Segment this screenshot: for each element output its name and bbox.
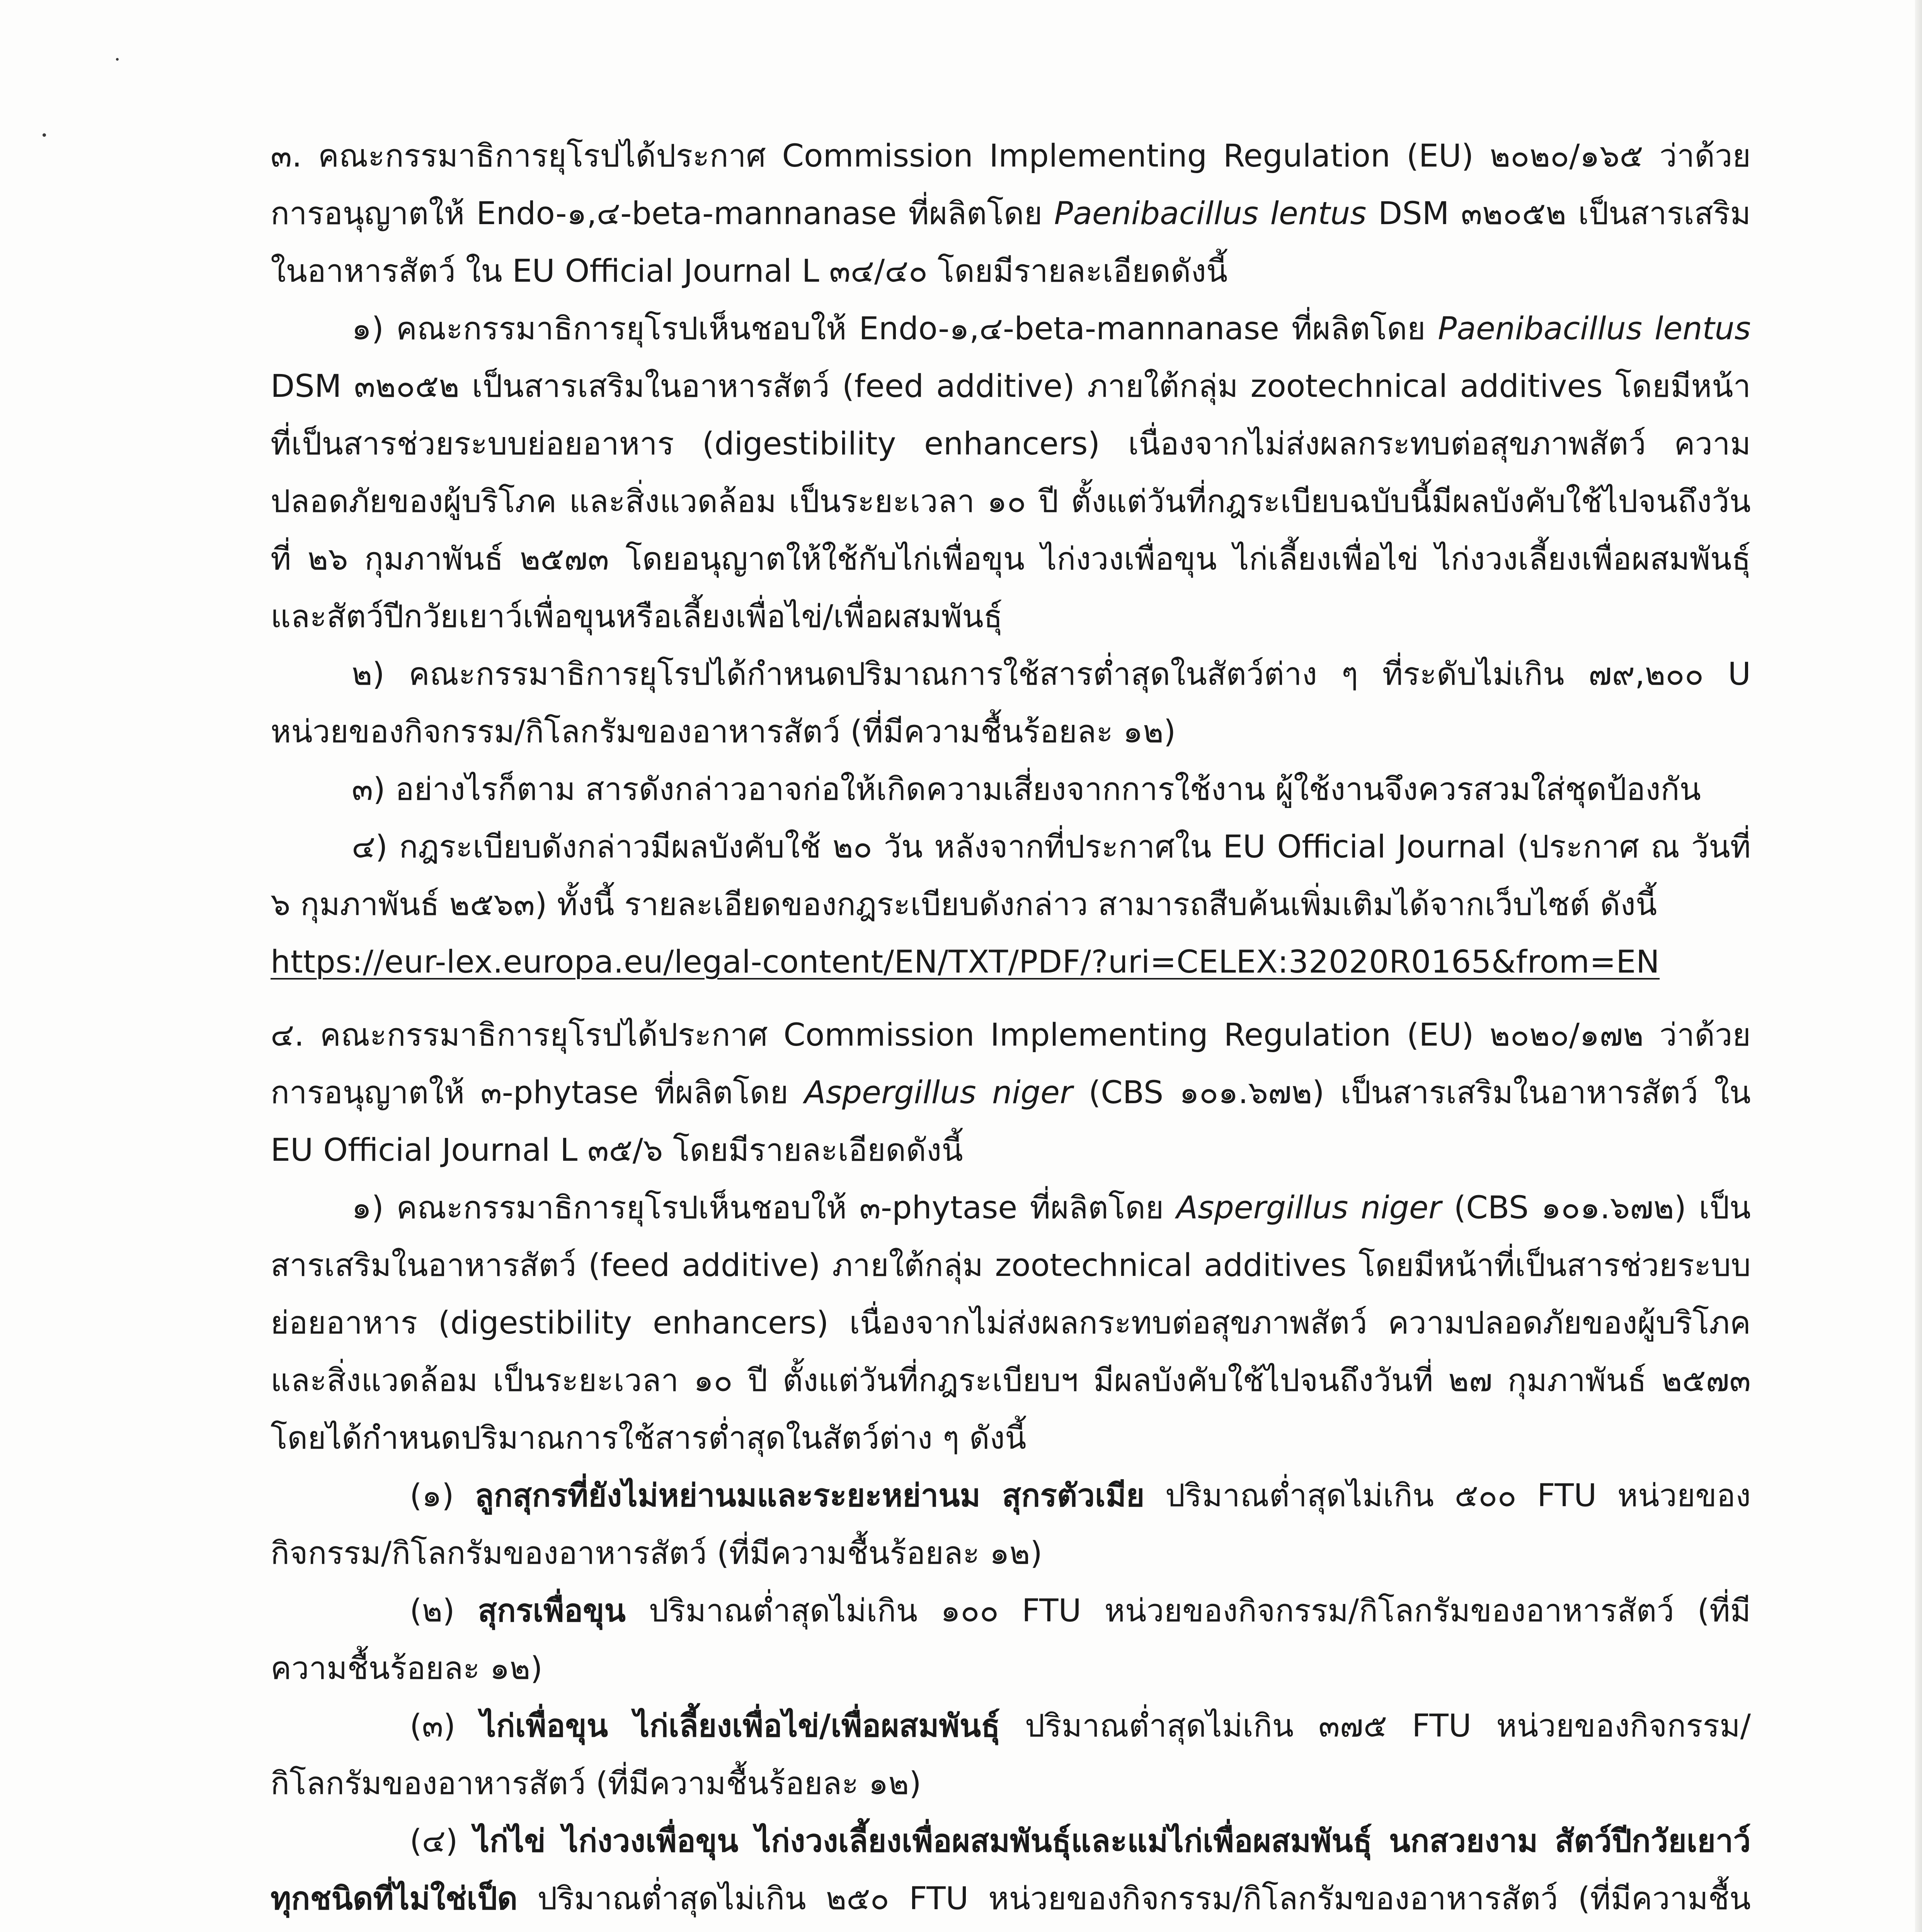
section-4-item-1: ๑) คณะกรรมาธิการยุโรปเห็นชอบให้ ๓-phytase ที่ผลิตโดย Aspergillus niger (CBS ๑๐๑.๖๗๒) เป็นสารเสริมในอาหารสัตว์ (feed additive) ภายใต้กลุ่ม zootechnical additives โดยมีหน้าที่เป็นสารช่วยระบบย่อยอาหาร (digestibility enhancers) เนื่องจากไม่ส่งผลกระทบต่อสุขภาพสัตว์ ความปลอดภัยของผู้บริโภค และสิ่งแวดล้อม เป็นระยะเวลา ๑๐ ปี ตั้งแต่วันที่กฎระเบียบฯ มีผลบังคับใช้ไปจนถึงวันที่ ๒๗ กุมภาพันธ์ ๒๕๗๓ โดยได้กำหนดปริมาณการใช้สารต่ำสุดในสัตว์ต่าง ๆ ดังนี้ xyxy=(271,1190,1751,1456)
section-3-link[interactable]: https://eur-lex.europa.eu/legal-content/EN/TXT/PDF/?uri=CELEX:32020R0165&from=EN xyxy=(271,944,1660,980)
section-3-item-4: ๔) กฎระเบียบดังกล่าวมีผลบังคับใช้ ๒๐ วัน หลังจากที่ประกาศใน EU Official Journal (ประกาศ ณ วันที่ ๖ กุมภาพันธ์ ๒๕๖๓) ทั้งนี้ รายละเอียดของกฎระเบียบดังกล่าว สามารถสืบค้นเพิ่มเติมได้จากเว็บไซต์ ดังนี้ xyxy=(271,829,1751,923)
document-body xyxy=(271,128,1751,1932)
section-4-subitem-3: (๓) ไก่เพื่อขุน ไก่เลี้ยงเพื่อไข่/เพื่อผสมพันธุ์ ปริมาณต่ำสุดไม่เกิน ๓๗๕ FTU หน่วยของกิจกรรม/กิโลกรัมของอาหารสัตว์ (ที่มีความชื้นร้อยละ ๑๒) xyxy=(271,1708,1751,1802)
section-4-heading: ๔. คณะกรรมาธิการยุโรปได้ประกาศ Commission Implementing Regulation (EU) ๒๐๒๐/๑๗๒ ว่าด้วยการอนุญาตให้ ๓-phytase ที่ผลิตโดย Aspergillus niger (CBS ๑๐๑.๖๗๒) เป็นสารเสริมในอาหารสัตว์ ใน EU Official Journal L ๓๕/๖ โดยมีรายละเอียดดังนี้ xyxy=(271,1017,1751,1168)
section-gap xyxy=(271,991,1751,1007)
section-3-heading: ๓. คณะกรรมาธิการยุโรปได้ประกาศ Commission Implementing Regulation (EU) ๒๐๒๐/๑๖๕ ว่าด้วยการอนุญาตให้ Endo-๑,๔-beta-mannanase ที่ผลิตโดย Paenibacillus lentus DSM ๓๒๐๕๒ เป็นสารเสริมในอาหารสัตว์ ใน EU Official Journal L ๓๔/๔๐ โดยมีรายละเอียดดังนี้ xyxy=(271,138,1751,289)
section-3-item-2: ๒) คณะกรรมาธิการยุโรปได้กำหนดปริมาณการใช้สารต่ำสุดในสัตว์ต่าง ๆ ที่ระดับไม่เกิน ๗๙,๒๐๐ U หน่วยของกิจกรรม/กิโลกรัมของอาหารสัตว์ (ที่มีความชื้นร้อยละ ๑๒) xyxy=(271,656,1751,750)
scan-speck xyxy=(116,58,119,61)
scan-speck xyxy=(43,133,46,137)
scan-edge xyxy=(1915,0,1922,1932)
section-4-subitem-4: (๔) ไก่ไข่ ไก่งวงเพื่อขุน ไก่งวงเลี้ยงเพื่อผสมพันธุ์และแม่ไก่เพื่อผสมพันธุ์ นกสวยงาม สัตว์ปีกวัยเยาว์ทุกชนิดที่ไม่ใช่เป็ด ปริมาณต่ำสุดไม่เกิน ๒๕๐ FTU หน่วยของกิจกรรม/กิโลกรัมของอาหารสัตว์ (ที่มีความชื้น xyxy=(271,1823,1751,1917)
section-4-subitem-1: (๑) ลูกสุกรที่ยังไม่หย่านมและระยะหย่านม สุกรตัวเมีย ปริมาณต่ำสุดไม่เกิน ๕๐๐ FTU หน่วยของกิจกรรม/กิโลกรัมของอาหารสัตว์ (ที่มีความชื้นร้อยละ ๑๒) xyxy=(271,1478,1751,1571)
section-3-item-3: ๓) อย่างไรก็ตาม สารดังกล่าวอาจก่อให้เกิดความเสี่ยงจากการใช้งาน ผู้ใช้งานจึงควรสวมใส่ชุดป้องกัน xyxy=(352,771,1701,808)
section-4-subitem-2: (๒) สุกรเพื่อขุน ปริมาณต่ำสุดไม่เกิน ๑๐๐ FTU หน่วยของกิจกรรม/กิโลกรัมของอาหารสัตว์ (ที่มีความชื้นร้อยละ ๑๒) xyxy=(271,1593,1751,1687)
section-3-item-1: ๑) คณะกรรมาธิการยุโรปเห็นชอบให้ Endo-๑,๔-beta-mannanase ที่ผลิตโดย Paenibacillus lentus DSM ๓๒๐๕๒ เป็นสารเสริมในอาหารสัตว์ (feed additive) ภายใต้กลุ่ม zootechnical additives โดยมีหน้าที่เป็นสารช่วยระบบย่อยอาหาร (digestibility enhancers) เนื่องจากไม่ส่งผลกระทบต่อสุขภาพสัตว์ ความปลอดภัยของผู้บริโภค และสิ่งแวดล้อม เป็นระยะเวลา ๑๐ ปี ตั้งแต่วันที่กฎระเบียบฉบับนี้มีผลบังคับใช้ไปจนถึงวันที่ ๒๖ กุมภาพันธ์ ๒๕๗๓ โดยอนุญาตให้ใช้กับไก่เพื่อขุน ไก่งวงเพื่อขุน ไก่เลี้ยงเพื่อไข่ ไก่งวงเลี้ยงเพื่อผสมพันธุ์ และสัตว์ปีกวัยเยาว์เพื่อขุนหรือเลี้ยงเพื่อไข่/เพื่อผสมพันธุ์ xyxy=(271,311,1751,635)
